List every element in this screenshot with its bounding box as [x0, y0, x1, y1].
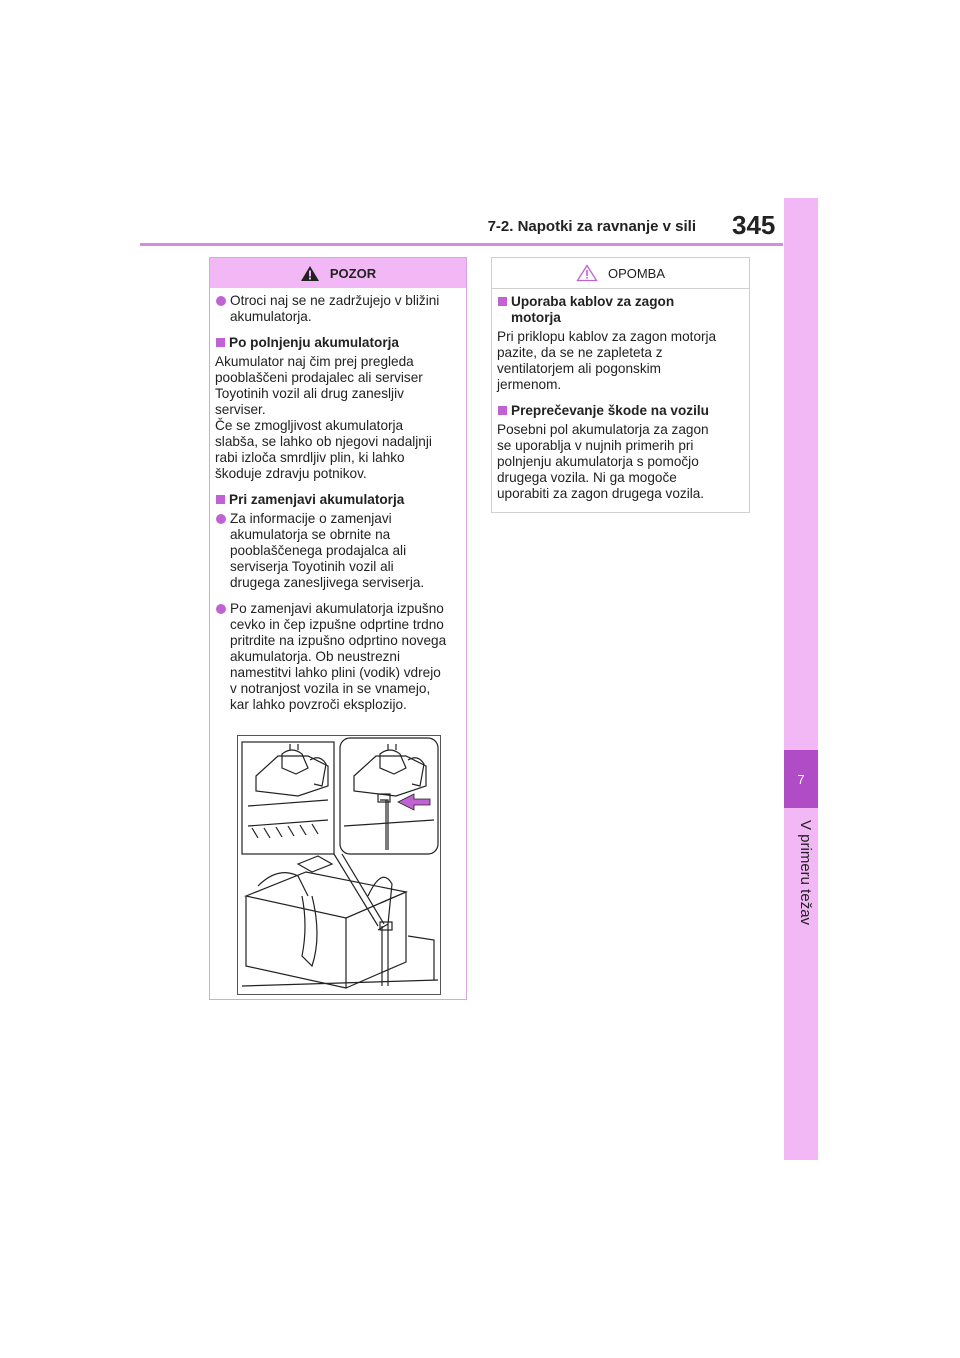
- warning-box-header: [210, 258, 466, 288]
- paragraph: Pri priklopu kablov za zagon motorja pazite, da se ne zapleteta z ventilatorjem ali pogonskim jermenom.: [497, 329, 717, 392]
- notice-box-title: OPOMBA: [607, 265, 666, 281]
- subheading: Preprečevanje škode na vozilu: [497, 403, 744, 419]
- square-bullet-icon: [498, 297, 507, 306]
- list-item: Po zamenjavi akumulatorja izpušno cevko in čep izpušne odprtine trdno pritrdite na izpušno odprtino novega akumulatorja. Ob neustrezni namestitvi lahko plini (vodik) vdrejo v notranjost vozila in se vnamejo, kar lahko povzroči eksplozijo.: [215, 601, 461, 713]
- notice-box: [491, 257, 750, 513]
- notice-triangle-icon: [576, 264, 598, 282]
- bullet-icon: [216, 604, 226, 614]
- chapter-number: 7: [784, 750, 818, 808]
- battery-illustration: [237, 735, 441, 995]
- warning-box-title: POZOR: [329, 265, 377, 281]
- subheading: Uporaba kablov za zagon motorja: [497, 294, 744, 326]
- paragraph: Posebni pol akumulatorja za zagon se uporablja v nujnih primerih pri polnjenju akumulatorja s pomočjo drugega vozila. Ni ga mogoče uporabiti za zagon drugega vozila.: [497, 422, 709, 501]
- square-bullet-icon: [216, 495, 225, 504]
- paragraph: Akumulator naj čim prej pregleda pooblaščeni prodajalec ali serviser Toyotinih vozil ali drug zanesljiv serviser. Če se zmogljivost akumulatorja slabša, se lahko ob njegovi nadaljnji rabi izloča smrdljiv plin, ki lahko škoduje zdravju potnikov.: [215, 354, 432, 481]
- list-item: Za informacije o zamenjavi akumulatorja se obrnite na pooblaščenega prodajalca ali serviserja Toyotinih vozil ali drugega zanesljivega serviserja.: [215, 511, 461, 591]
- square-bullet-icon: [498, 406, 507, 415]
- section-title: 7-2. Napotki za ravnanje v sili: [487, 218, 696, 235]
- subheading: Po polnjenju akumulatorja: [215, 335, 461, 351]
- chapter-tab: [784, 198, 818, 1160]
- list-item: Otroci naj se ne zadržujejo v bližini akumulatorja.: [215, 293, 461, 325]
- warning-triangle-icon: [300, 265, 320, 282]
- bullet-icon: [216, 514, 226, 524]
- notice-box-header: [492, 258, 749, 289]
- bullet-icon: [216, 296, 226, 306]
- chapter-title: V primeru težav: [797, 820, 814, 926]
- square-bullet-icon: [216, 338, 225, 347]
- header-rule: [140, 243, 783, 246]
- subheading: Pri zamenjavi akumulatorja: [215, 492, 461, 508]
- page-number: 345: [732, 210, 776, 240]
